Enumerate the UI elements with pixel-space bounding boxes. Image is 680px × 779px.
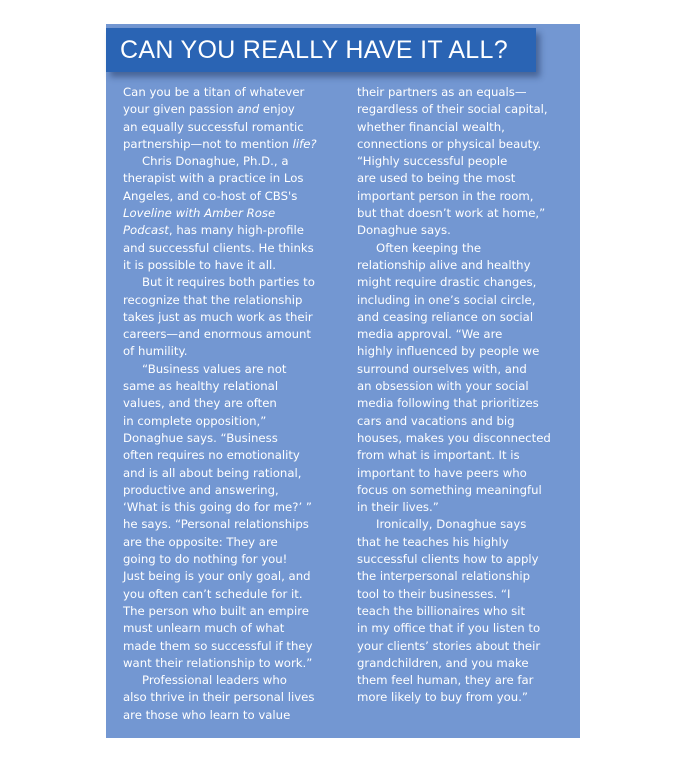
text-line	[123, 170, 341, 187]
text-run: your clients’ stories about their	[357, 638, 541, 653]
text-line	[357, 395, 575, 412]
text-run: them feel human, they are far	[357, 673, 534, 688]
text-line	[357, 101, 575, 118]
text-run: are used to being the most	[357, 171, 516, 186]
text-run: surround ourselves with, and	[357, 361, 527, 376]
text-line	[357, 689, 575, 706]
text-line	[123, 413, 341, 430]
text-line	[123, 620, 341, 637]
text-line	[357, 672, 575, 689]
text-run: the interpersonal relationship	[357, 569, 531, 584]
text-run: want their relationship to work.”	[123, 655, 313, 670]
text-line	[357, 205, 575, 222]
text-run: teach the billionaires who sit	[357, 603, 526, 618]
text-line	[123, 499, 341, 516]
text-run: tool to their businesses. “I	[357, 586, 511, 601]
text-line	[357, 170, 575, 187]
text-run: from what is important. It is	[357, 448, 520, 463]
text-line	[123, 516, 341, 533]
text-line	[357, 430, 575, 447]
text-line	[357, 309, 575, 326]
text-line	[357, 551, 575, 568]
text-run: their partners as an equals—	[357, 85, 527, 99]
text-run: he says. “Personal relationships	[123, 517, 309, 532]
text-run: same as healthy relational	[123, 379, 279, 394]
text-run: are the opposite: They are	[123, 534, 278, 549]
text-line	[357, 638, 575, 655]
text-line	[123, 430, 341, 447]
text-run: therapist with a practice in Los	[123, 171, 304, 186]
text-line	[357, 447, 575, 464]
text-run: Donaghue says. “Business	[123, 430, 278, 445]
text-run: Often keeping the	[376, 240, 482, 255]
text-run: important to have peers who	[357, 465, 527, 480]
text-run: The person who built an empire	[123, 603, 309, 618]
title-banner	[106, 28, 536, 72]
text-run: But it requires both parties to	[142, 275, 315, 290]
text-line	[357, 343, 575, 360]
text-line	[357, 586, 575, 603]
text-line	[357, 326, 575, 343]
text-run: successful clients how to apply	[357, 552, 539, 567]
text-line	[357, 534, 575, 551]
text-line	[123, 465, 341, 482]
text-line	[123, 586, 341, 603]
text-run: might require drastic changes,	[357, 275, 537, 290]
text-run: important person in the room,	[357, 188, 534, 203]
text-line	[123, 188, 341, 205]
text-line	[357, 482, 575, 499]
text-line	[357, 188, 575, 205]
text-run: productive and answering,	[123, 482, 279, 497]
text-run: media approval. “We are	[357, 327, 503, 342]
text-line	[123, 136, 341, 153]
text-run: whether financial wealth,	[357, 119, 505, 134]
text-line	[123, 447, 341, 464]
text-line	[123, 551, 341, 568]
text-run: , has many high-profile	[168, 223, 304, 238]
text-line	[357, 465, 575, 482]
text-run: “Business values are not	[142, 361, 287, 376]
text-run: relationship alive and healthy	[357, 257, 531, 272]
text-line	[123, 309, 341, 326]
text-line	[123, 534, 341, 551]
text-run: ‘What is this going do for me?’ ”	[123, 500, 312, 515]
text-run: an obsession with your social	[357, 379, 529, 394]
text-run: an equally successful romantic	[123, 119, 304, 134]
text-line	[123, 655, 341, 672]
text-line	[123, 482, 341, 499]
italic-text: Loveline with Amber Rose	[123, 206, 276, 221]
text-line	[357, 222, 575, 239]
text-line	[123, 326, 341, 343]
text-line	[357, 292, 575, 309]
italic-text: life?	[292, 136, 317, 151]
text-run: values, and they are often	[123, 396, 277, 411]
text-line	[123, 343, 341, 360]
text-line	[357, 620, 575, 637]
text-line	[123, 257, 341, 274]
text-run: in complete opposition,”	[123, 413, 267, 428]
text-run: including in one’s social circle,	[357, 292, 536, 307]
text-run: that he teaches his highly	[357, 534, 509, 549]
text-line	[123, 361, 341, 378]
text-line	[357, 516, 575, 533]
text-run: takes just as much work as their	[123, 309, 313, 324]
text-run: Chris Donaghue, Ph.D., a	[142, 154, 289, 169]
text-line	[123, 205, 341, 222]
text-line	[357, 361, 575, 378]
text-line	[357, 136, 575, 153]
text-run: but that doesn’t work at home,”	[357, 206, 546, 221]
text-run: in their lives.”	[357, 500, 439, 515]
text-line	[123, 395, 341, 412]
text-run: highly influenced by people we	[357, 344, 540, 359]
text-line	[123, 638, 341, 655]
text-run: focus on something meaningful	[357, 482, 542, 497]
text-run: partnership—not to mention	[123, 136, 293, 151]
text-run: Donaghue says.	[357, 223, 451, 238]
text-run: Professional leaders who	[142, 673, 287, 688]
text-run: of humility.	[123, 344, 188, 359]
text-run: careers—and enormous amount	[123, 327, 311, 342]
text-run: Angeles, and co-host of CBS's	[123, 188, 298, 203]
text-line	[123, 707, 341, 724]
text-line	[357, 378, 575, 395]
text-line	[357, 240, 575, 257]
text-line	[123, 101, 341, 118]
article-column-left	[123, 84, 341, 724]
text-run: going to do nothing for you!	[123, 552, 288, 567]
text-line	[123, 84, 341, 101]
article-title: CAN YOU REALLY HAVE IT ALL?	[120, 36, 508, 64]
text-run: more likely to buy from you.”	[357, 690, 528, 705]
text-line	[357, 655, 575, 672]
text-run: your given passion	[123, 102, 238, 117]
text-run: made them so successful if they	[123, 638, 313, 653]
text-run: often requires no emotionality	[123, 448, 300, 463]
text-run: enjoy	[259, 102, 295, 117]
italic-text: Podcast	[123, 223, 169, 238]
text-line	[357, 274, 575, 291]
text-line	[123, 292, 341, 309]
text-line	[123, 153, 341, 170]
text-run: must unlearn much of what	[123, 621, 285, 636]
text-line	[123, 672, 341, 689]
text-line	[357, 153, 575, 170]
text-line	[123, 603, 341, 620]
text-line	[123, 378, 341, 395]
text-run: you often can’t schedule for it.	[123, 586, 303, 601]
text-run: and ceasing reliance on social	[357, 309, 534, 324]
text-run: regardless of their social capital,	[357, 102, 548, 117]
text-line	[123, 568, 341, 585]
text-line	[357, 119, 575, 136]
text-line	[123, 689, 341, 706]
text-run: grandchildren, and you make	[357, 655, 529, 670]
text-run: Can you be a titan of whatever	[123, 85, 305, 99]
text-run: and is all about being rational,	[123, 465, 302, 480]
text-line	[357, 499, 575, 516]
text-run: Ironically, Donaghue says	[376, 517, 527, 532]
text-run: media following that prioritizes	[357, 396, 539, 411]
text-line	[357, 413, 575, 430]
text-line	[123, 240, 341, 257]
text-line	[123, 119, 341, 136]
text-run: “Highly successful people	[357, 154, 508, 169]
text-line	[123, 274, 341, 291]
text-line	[357, 84, 575, 101]
text-line	[357, 568, 575, 585]
text-run: it is possible to have it all.	[123, 257, 276, 272]
text-line	[357, 603, 575, 620]
text-run: houses, makes you disconnected	[357, 430, 551, 445]
text-run: in my office that if you listen to	[357, 621, 541, 636]
text-run: are those who learn to value	[123, 707, 291, 722]
text-line	[123, 222, 341, 239]
text-run: cars and vacations and big	[357, 413, 515, 428]
text-run: and successful clients. He thinks	[123, 240, 314, 255]
article-column-right	[357, 84, 575, 707]
text-line	[357, 257, 575, 274]
text-run: also thrive in their personal lives	[123, 690, 315, 705]
text-run: connections or physical beauty.	[357, 136, 542, 151]
italic-text: and	[237, 102, 260, 117]
text-run: Just being is your only goal, and	[123, 569, 311, 584]
text-run: recognize that the relationship	[123, 292, 303, 307]
